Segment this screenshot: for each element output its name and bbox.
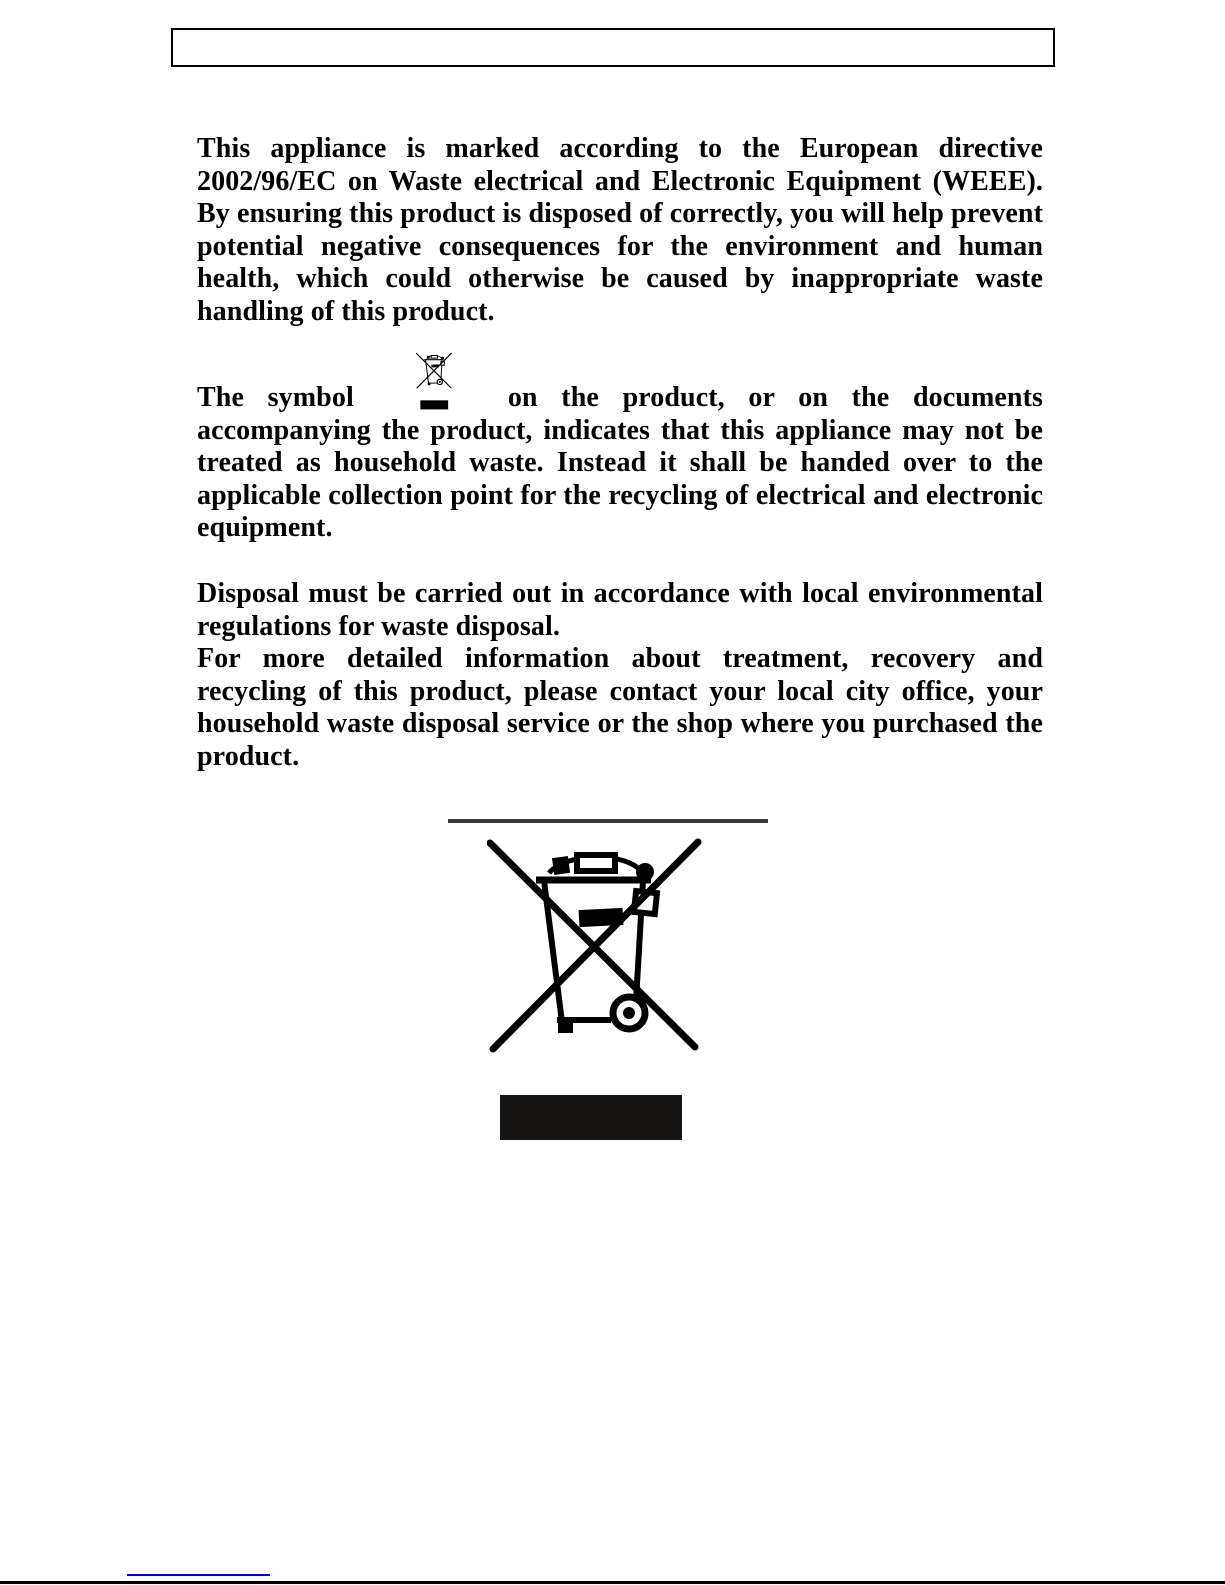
paragraph-symbol-suffix: on the product, or on the documents accompanying the product, indicates that this appliance may not be treated as household waste. Instead it shall be handed over to the applicable collection point for the recycling of electrical and electronic equipment. <box>197 382 1043 544</box>
more-information-text: For more detailed information about treatment, recovery and recycling of this product, please contact your local city office, your household waste disposal service or the shop where you purchased the product. <box>197 643 1043 772</box>
footer-link-underline[interactable] <box>127 1574 270 1576</box>
header-box <box>171 28 1055 67</box>
weee-crossed-bin-small-icon <box>416 352 452 410</box>
paragraph-weee-directive: This appliance is marked according to the European directive 2002/96/EC on Waste electrical and Electronic Equipment (WEEE). By ensuring this product is disposed of correctly, you will help prevent potential negative consequences for the environment and human health, which could otherwise be caused by inappropriate waste handling of this product. <box>197 133 1043 327</box>
paragraph-symbol-prefix: The symbol <box>197 382 354 413</box>
figure-top-rule <box>448 819 768 823</box>
figure-black-bar <box>500 1095 682 1140</box>
paragraph-symbol-meaning <box>197 352 1043 545</box>
weee-crossed-bin-large-icon <box>487 835 702 1055</box>
disposal-regulations-text: Disposal must be carried out in accordance with local environmental regulations for waste disposal. <box>197 578 1043 642</box>
page-bottom-rule <box>0 1581 1225 1584</box>
paragraph-disposal-block <box>197 578 1043 774</box>
